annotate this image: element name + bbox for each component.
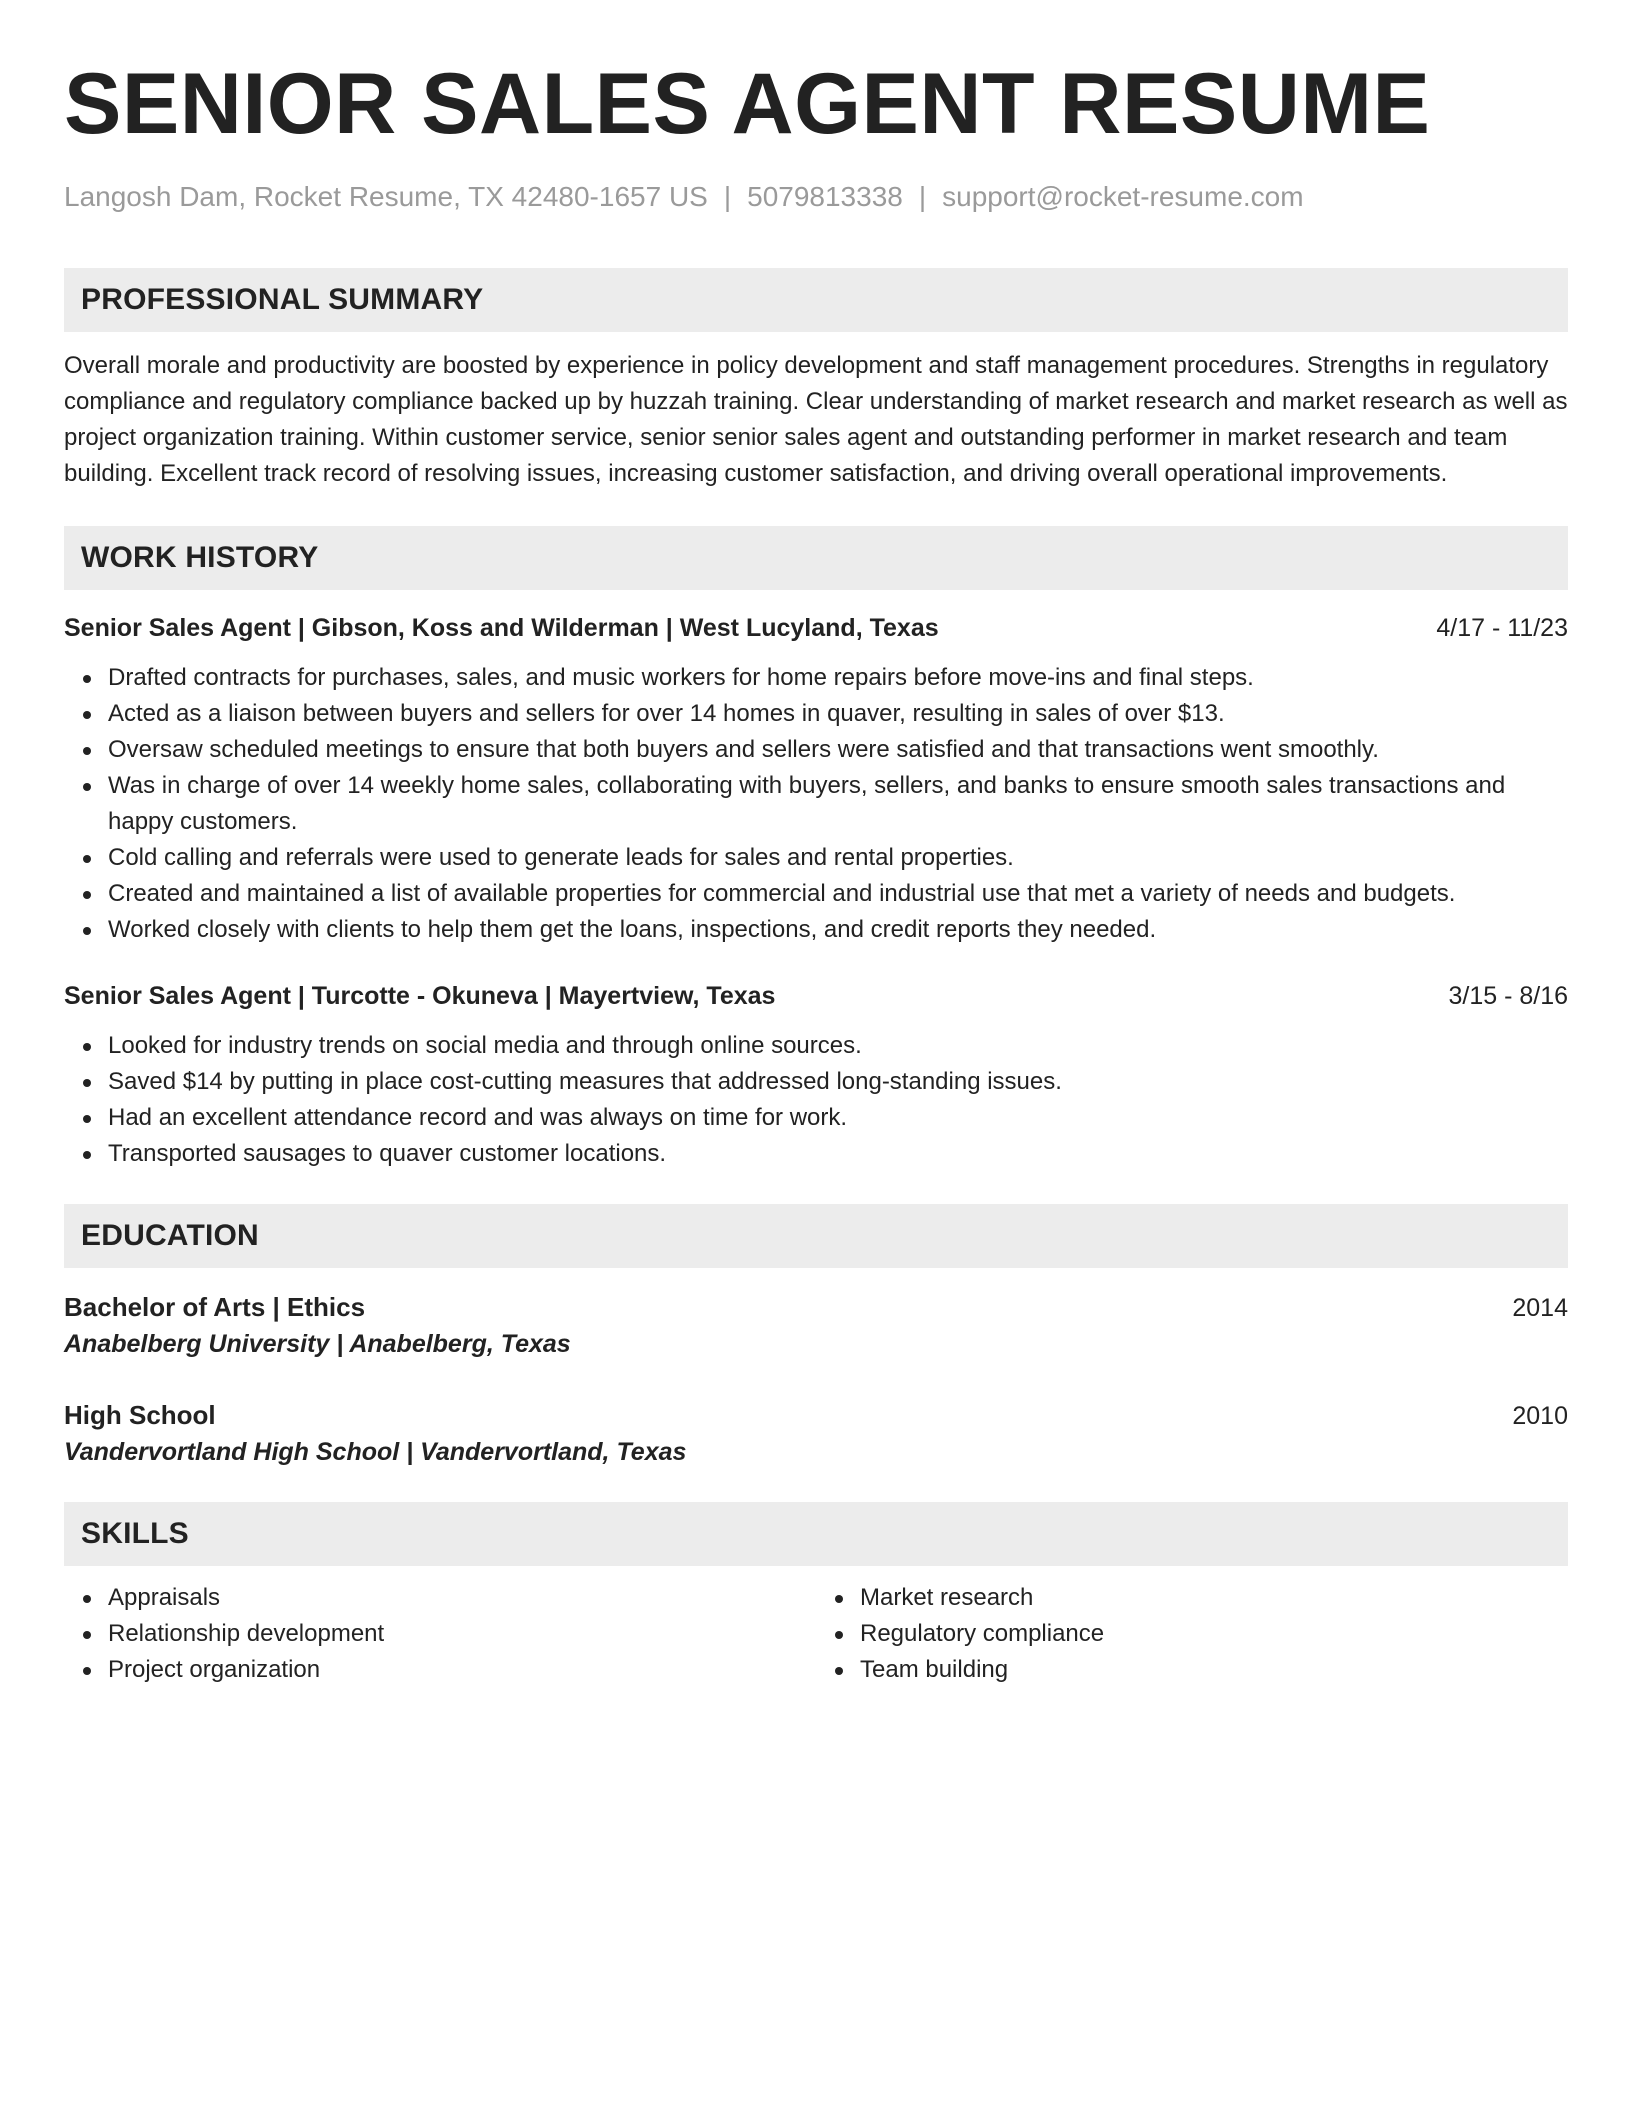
education-year: 2010 bbox=[1512, 1402, 1568, 1430]
skill-item: Project organization bbox=[108, 1652, 816, 1688]
job-bullets bbox=[64, 660, 1568, 948]
education-school: Vandervortland High School | Vandervortland, Texas bbox=[64, 1438, 687, 1466]
skills-columns bbox=[64, 1580, 1568, 1688]
skill-item: Relationship development bbox=[108, 1616, 816, 1652]
contact-email: support@rocket-resume.com bbox=[942, 181, 1304, 212]
summary-text: Overall morale and productivity are boosted by experience in policy development and staff management procedures. Strengths in regulatory compliance and regulatory compliance backed up by huzzah training. Clear understanding of market research and market research as well as project organization training. Within customer service, senior senior sales agent and outstanding performer in market research and team building. Excellent track record of resolving issues, increasing customer satisfaction, and driving overall operational improvements. bbox=[64, 352, 1568, 487]
resume-title: SENIOR SALES AGENT RESUME bbox=[64, 56, 1431, 152]
job-header-row bbox=[64, 610, 1568, 646]
section-header-education: EDUCATION bbox=[64, 1204, 1568, 1268]
skill-item: Regulatory compliance bbox=[860, 1616, 1568, 1652]
list-item: Worked closely with clients to help them get the loans, inspections, and credit reports they needed. bbox=[108, 912, 1568, 948]
job-bullets bbox=[64, 1028, 1568, 1172]
education-year: 2014 bbox=[1512, 1294, 1568, 1322]
skills-list-right bbox=[816, 1580, 1568, 1688]
contact-phone: 5079813338 bbox=[747, 181, 903, 212]
education-school: Anabelberg University | Anabelberg, Texas bbox=[64, 1330, 571, 1358]
list-item: Cold calling and referrals were used to generate leads for sales and rental properties. bbox=[108, 840, 1568, 876]
list-item: Acted as a liaison between buyers and sellers for over 14 homes in quaver, resulting in sales of over $13. bbox=[108, 696, 1568, 732]
education-entry bbox=[64, 1396, 1568, 1470]
contact-line bbox=[64, 180, 1568, 214]
job-dates: 4/17 - 11/23 bbox=[1436, 614, 1568, 642]
education-header-row bbox=[64, 1396, 1568, 1434]
list-item: Was in charge of over 14 weekly home sales, collaborating with buyers, sellers, and banks to ensure smooth sales transactions and happy customers. bbox=[108, 768, 1568, 840]
section-header-summary: PROFESSIONAL SUMMARY bbox=[64, 268, 1568, 332]
skill-item: Appraisals bbox=[108, 1580, 816, 1616]
list-item: Looked for industry trends on social media and through online sources. bbox=[108, 1028, 1568, 1064]
job-entry bbox=[64, 978, 1568, 1172]
list-item: Oversaw scheduled meetings to ensure that both buyers and sellers were satisfied and that transactions went smoothly. bbox=[108, 732, 1568, 768]
list-item: Created and maintained a list of available properties for commercial and industrial use that met a variety of needs and budgets. bbox=[108, 876, 1568, 912]
list-item: Had an excellent attendance record and was always on time for work. bbox=[108, 1100, 1568, 1136]
list-item: Transported sausages to quaver customer locations. bbox=[108, 1136, 1568, 1172]
education-header-row bbox=[64, 1288, 1568, 1326]
contact-address: Langosh Dam, Rocket Resume, TX 42480-1657 US bbox=[64, 181, 708, 212]
job-title: Senior Sales Agent | Turcotte - Okuneva | Mayertview, Texas bbox=[64, 982, 776, 1010]
skill-item: Team building bbox=[860, 1652, 1568, 1688]
list-item: Saved $14 by putting in place cost-cutting measures that addressed long-standing issues. bbox=[108, 1064, 1568, 1100]
section-header-work-history: WORK HISTORY bbox=[64, 526, 1568, 590]
education-degree: Bachelor of Arts | Ethics bbox=[64, 1292, 366, 1322]
skill-item: Market research bbox=[860, 1580, 1568, 1616]
section-header-skills: SKILLS bbox=[64, 1502, 1568, 1566]
contact-separator: | bbox=[918, 181, 927, 212]
education-entry bbox=[64, 1288, 1568, 1362]
contact-separator: | bbox=[723, 181, 732, 212]
list-item: Drafted contracts for purchases, sales, and music workers for home repairs before move-ins and final steps. bbox=[108, 660, 1568, 696]
job-header-row bbox=[64, 978, 1568, 1014]
education-degree: High School bbox=[64, 1400, 216, 1430]
skills-list-left bbox=[64, 1580, 816, 1688]
job-title: Senior Sales Agent | Gibson, Koss and Wilderman | West Lucyland, Texas bbox=[64, 614, 939, 642]
job-dates: 3/15 - 8/16 bbox=[1448, 982, 1568, 1010]
job-entry bbox=[64, 610, 1568, 948]
